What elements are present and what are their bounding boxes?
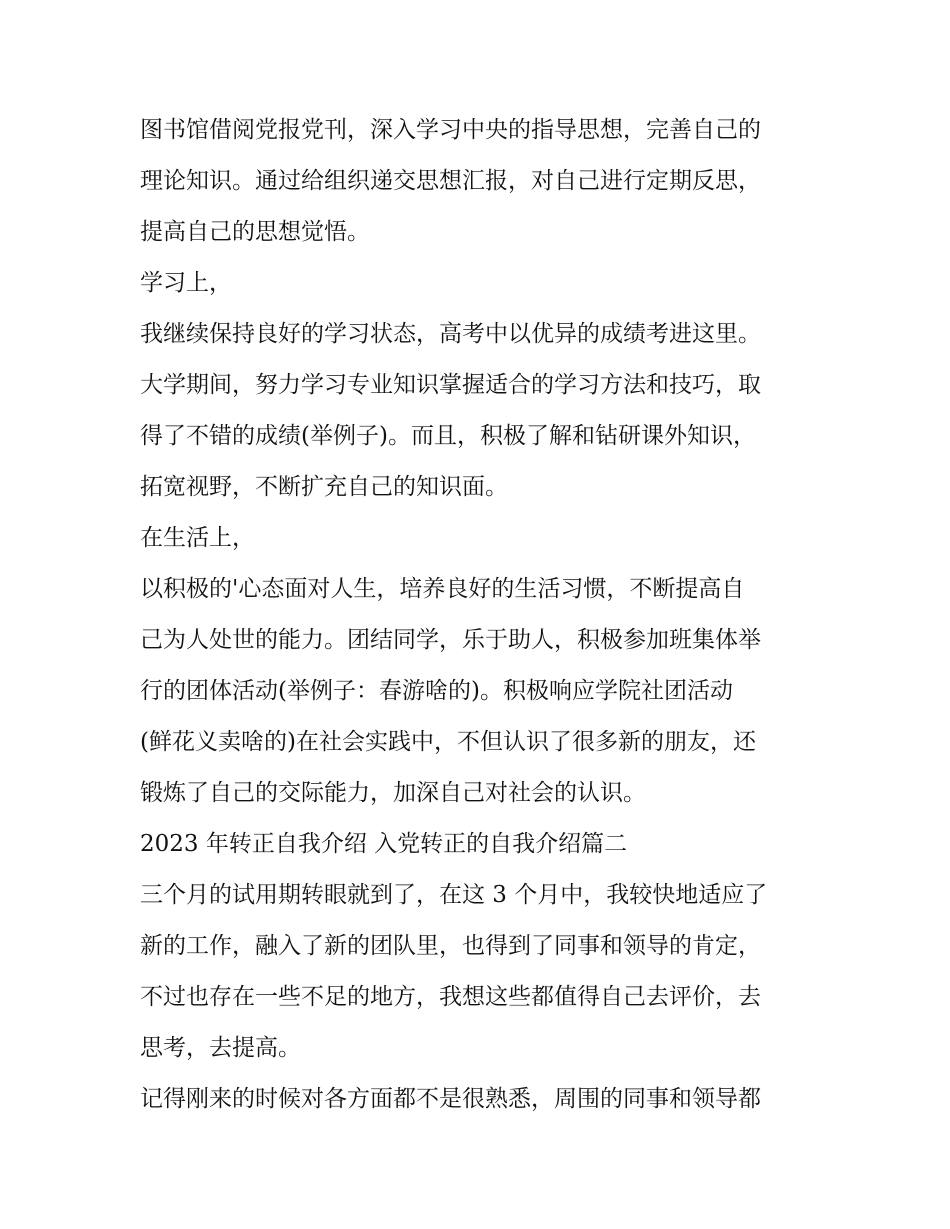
text-line: 三个月的试用期转眼就到了，在这 3 个月中，我较快地适应了 bbox=[140, 882, 768, 908]
text-line: 我继续保持良好的学习状态，高考中以优异的成绩考进这里。 bbox=[140, 321, 761, 347]
text-line: 以积极的'心态面对人生，培养良好的生活习惯，不断提高自 bbox=[140, 576, 745, 602]
article-title: 2023 年转正自我介绍 入党转正的自我介绍篇二 bbox=[140, 831, 628, 857]
text-line: 行的团体活动(举例子：春游啥的)。积极响应学院社团活动 bbox=[140, 678, 733, 704]
text-line: 大学期间，努力学习专业知识掌握适合的学习方法和技巧，取 bbox=[140, 372, 761, 398]
text-line: 己为人处世的能力。团结同学，乐于助人，积极参加班集体举 bbox=[140, 627, 761, 653]
text-line: 拓宽视野，不断扩充自己的知识面。 bbox=[140, 474, 508, 500]
text-line: 记得刚来的时候对各方面都不是很熟悉，周围的同事和领导都 bbox=[140, 1086, 761, 1112]
text-line: 图书馆借阅党报党刊，深入学习中央的指导思想，完善自己的 bbox=[140, 117, 761, 143]
section-heading-study: 学习上， bbox=[140, 270, 232, 296]
document-body bbox=[140, 108, 820, 1128]
text-line: 提高自己的思想觉悟。 bbox=[140, 219, 370, 245]
text-line: (鲜花义卖啥的)在社会实践中，不但认识了很多新的朋友，还 bbox=[140, 729, 756, 755]
text-line: 理论知识。通过给组织递交思想汇报，对自己进行定期反思， bbox=[140, 168, 761, 194]
text-line: 不过也存在一些不足的地方，我想这些都值得自己去评价，去 bbox=[140, 984, 761, 1010]
text-line: 新的工作，融入了新的团队里，也得到了同事和领导的肯定， bbox=[140, 933, 761, 959]
text-line: 思考，去提高。 bbox=[140, 1035, 301, 1061]
text-line: 锻炼了自己的交际能力，加深自己对社会的认识。 bbox=[140, 780, 646, 806]
text-line: 得了不错的成绩(举例子)。而且，积极了解和钻研课外知识， bbox=[140, 423, 756, 449]
section-heading-life: 在生活上， bbox=[140, 525, 255, 551]
